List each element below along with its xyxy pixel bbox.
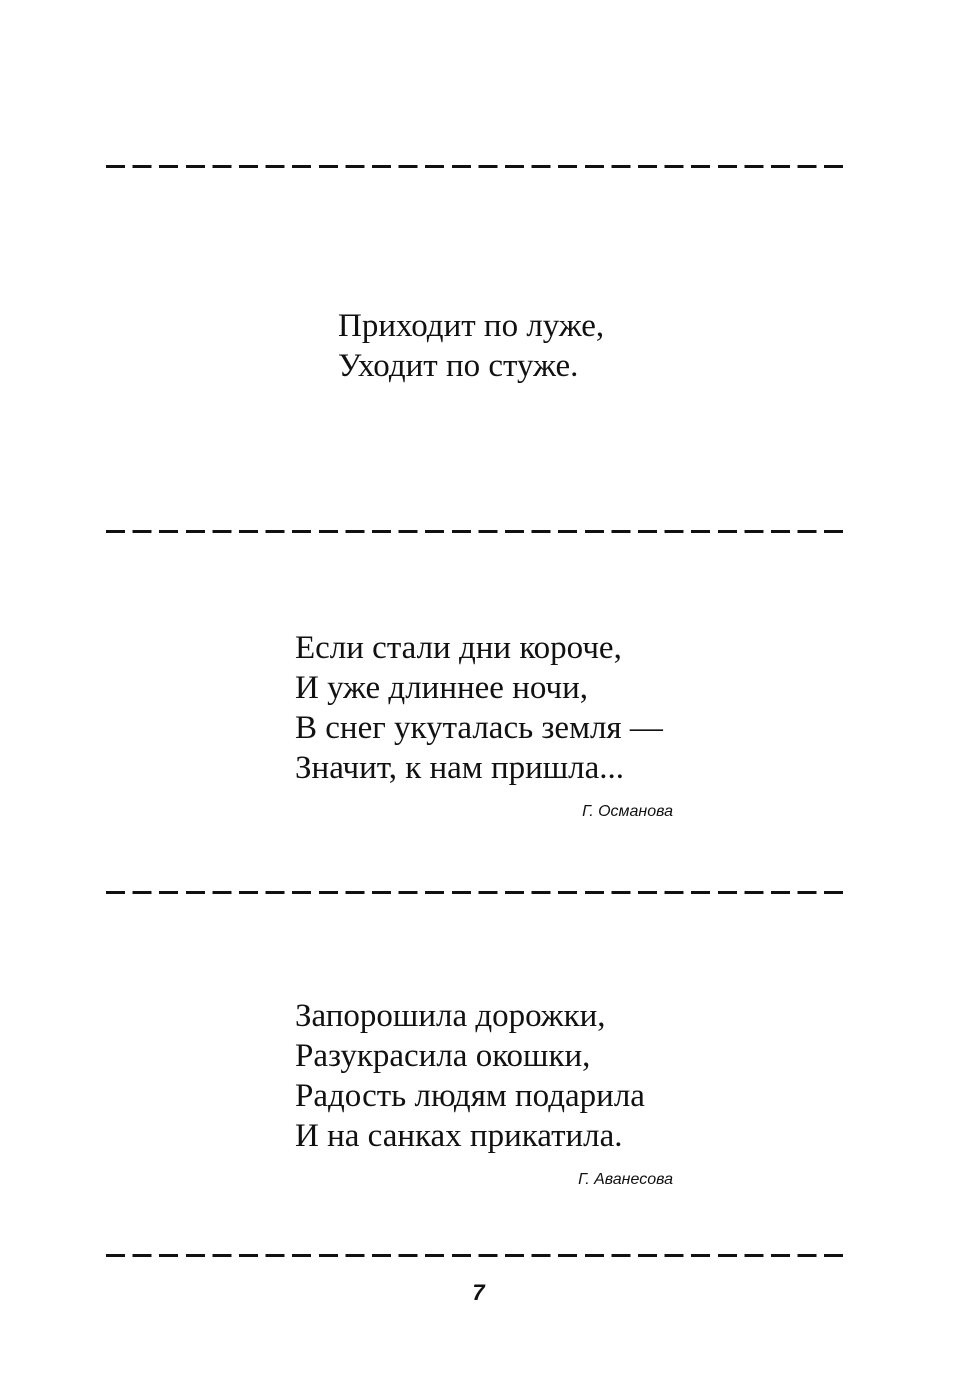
poem-line: И на санках прикатила. <box>295 1118 623 1154</box>
poem-author: Г. Аванесова <box>578 1171 673 1188</box>
riddle-poem-2 <box>295 628 663 788</box>
poem-author: Г. Османова <box>582 803 673 820</box>
poem-line: Значит, к нам пришла... <box>295 750 625 786</box>
poem-line: Приходит по луже, <box>338 308 605 344</box>
dashed-divider-2 <box>106 530 850 533</box>
dashed-divider-4 <box>106 1254 850 1257</box>
dashed-divider-1 <box>106 165 850 168</box>
poem-line: Уходит по стуже. <box>338 348 579 384</box>
riddle-poem-1 <box>338 306 604 386</box>
riddle-poem-3 <box>295 996 645 1156</box>
page-number: 7 <box>472 1280 485 1305</box>
poem-line: Запорошила дорожки, <box>295 998 606 1034</box>
poem-line: Радость людям подарила <box>295 1078 645 1114</box>
poem-line: В снег укуталась земля — <box>295 710 663 746</box>
poem-line: Если стали дни короче, <box>295 630 622 666</box>
poem-line: Разукрасила окошки, <box>295 1038 591 1074</box>
poem-line: И уже длиннее ночи, <box>295 670 589 706</box>
dashed-divider-3 <box>106 891 850 894</box>
